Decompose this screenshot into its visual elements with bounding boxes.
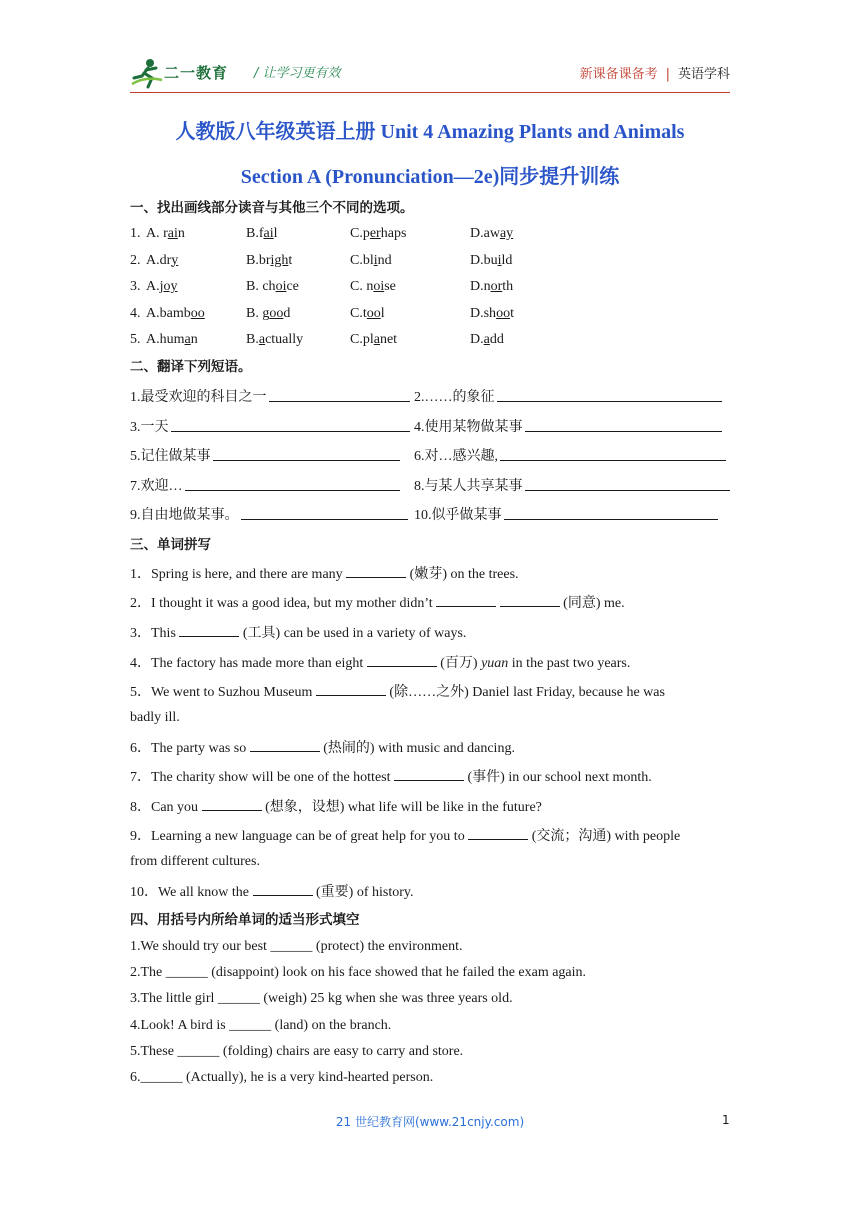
spelling-text: 9．Learning a new language can be of great help for you to <box>130 829 469 844</box>
option-text: B. <box>246 332 259 347</box>
spelling-text: 7．The charity show will be one of the hottest <box>130 770 394 785</box>
answer-blank <box>500 594 560 607</box>
option-a <box>146 332 198 348</box>
spelling-item <box>130 881 413 901</box>
word-form-item: 5.These ______ (folding) chairs are easy to carry and store. <box>130 1043 464 1059</box>
answer-blank <box>179 624 239 637</box>
option-text: haps <box>380 226 407 241</box>
spelling-item <box>130 737 515 757</box>
option-text: D.n <box>470 279 491 294</box>
phrase-item <box>414 386 495 406</box>
underlined-letters: oo <box>190 305 205 321</box>
option-text: l <box>380 305 385 321</box>
option-b <box>246 253 292 269</box>
option-c <box>350 253 392 269</box>
underlined-letters: oo <box>269 305 284 321</box>
spelling-hint: (重要) of history. <box>312 885 414 900</box>
option-text: B.br <box>246 252 271 268</box>
question-number: 2. <box>130 252 141 268</box>
option-d <box>470 306 514 322</box>
option-a <box>146 306 205 322</box>
option-text: d <box>283 305 291 321</box>
spelling-item <box>130 681 665 701</box>
option-text: n <box>177 226 185 241</box>
underlined-letters: oy <box>163 279 178 294</box>
spelling-text: 8．Can you <box>130 800 202 815</box>
option-text: l <box>273 226 278 241</box>
option-text: D.bu <box>470 252 498 268</box>
option-b <box>246 226 278 242</box>
spelling-text: 5．We went to Suzhou Museum <box>130 685 316 700</box>
answer-blank <box>468 827 528 840</box>
answer-blank <box>436 594 496 607</box>
underlined-letters: i <box>373 252 378 268</box>
phrase-item <box>130 416 169 436</box>
answer-line <box>241 507 408 520</box>
phrase-item <box>414 445 498 465</box>
underlined-letters: igh <box>270 252 289 268</box>
spelling-item <box>130 766 652 786</box>
spelling-hint: (同意) me. <box>559 596 625 611</box>
answer-blank <box>394 768 464 781</box>
answer-line <box>525 478 730 491</box>
word-form-item: 6.______ (Actually), he is a very kind-hearted person. <box>130 1070 434 1085</box>
page-header <box>130 56 730 92</box>
answer-blank <box>250 739 320 752</box>
option-text: nd <box>377 252 392 268</box>
option-text: B. g <box>246 305 270 321</box>
underlined-letters: oi <box>373 279 385 294</box>
spelling-text: 3．This <box>130 626 180 641</box>
option-text: D.aw <box>470 226 500 241</box>
section-heading-2: 二、翻译下列短语。 <box>130 359 252 375</box>
question-number: 1. <box>130 226 141 241</box>
option-a <box>146 253 178 269</box>
underlined-letters: a <box>184 332 191 347</box>
logo-text: 二一教育 <box>164 64 229 82</box>
option-text: ce <box>286 279 299 294</box>
option-text: C.pl <box>350 332 374 347</box>
answer-line <box>213 448 400 461</box>
option-text: A.j <box>146 279 164 294</box>
underlined-letters: i <box>497 252 502 268</box>
option-b <box>246 332 303 348</box>
underlined-letters: er <box>369 226 381 241</box>
underlined-letters: oi <box>275 279 287 294</box>
underlined-letters: y <box>171 252 179 268</box>
option-text: th <box>502 279 514 294</box>
question-number: 3. <box>130 279 141 294</box>
phrase-item <box>414 416 523 436</box>
answer-line <box>185 478 400 491</box>
page-subtitle: Section A (Pronunciation—2e)同步提升训练 <box>240 166 620 188</box>
phrase-text: 9.自由地做某事。 <box>130 508 239 523</box>
option-text: D. <box>470 332 484 347</box>
header-tag: 新课备课备考 <box>579 67 658 82</box>
phrase-text: 4.使用某物做某事 <box>414 419 523 435</box>
underlined-letters: a <box>258 332 266 347</box>
phrase-text: 10.似乎做某事 <box>414 508 502 523</box>
option-text: A.bamb <box>146 305 191 321</box>
phrase-text: 3.一天 <box>130 419 169 435</box>
underlined-letters: or <box>490 279 503 294</box>
word-form-item: 1.We should try our best ______ (protect) the environment. <box>130 939 463 954</box>
section-heading-3: 三、单词拼写 <box>130 537 211 553</box>
underlined-letters: ai <box>167 226 178 241</box>
option-text: A.hum <box>146 332 185 347</box>
phrase-text: 8.与某人共享某事 <box>414 478 523 494</box>
option-text: dd <box>489 332 504 347</box>
answer-line <box>171 419 410 432</box>
spelling-item-5-cont: badly ill. <box>130 710 180 725</box>
answer-line <box>497 389 722 402</box>
logo <box>130 56 240 90</box>
page-number: 1 <box>722 1113 730 1127</box>
option-c <box>350 279 396 295</box>
spelling-hint: (想象，设想) what life will be like in the future? <box>261 800 542 815</box>
page-title: 人教版八年级英语上册 Unit 4 Amazing Plants and Animals <box>175 121 685 143</box>
answer-blank <box>316 683 386 696</box>
spelling-item <box>130 563 519 583</box>
underlined-letters: ay <box>499 226 514 241</box>
option-text: C.p <box>350 226 370 241</box>
option-c <box>350 226 406 242</box>
spelling-item <box>130 825 680 845</box>
spelling-item-9-cont: from different cultures. <box>130 854 260 869</box>
header-separator: | <box>665 67 670 82</box>
phrase-text: 7.欢迎… <box>130 478 183 494</box>
underlined-letters: oo <box>496 305 511 321</box>
phrase-text: 2.……的象征 <box>414 390 495 405</box>
word-form-item: 2.The ______ (disappoint) look on his face showed that he failed the exam again. <box>130 965 587 981</box>
option-a <box>146 279 178 295</box>
phrase-item <box>130 386 267 406</box>
answer-line <box>500 448 726 461</box>
underlined-letters: ai <box>263 226 274 241</box>
option-a <box>146 226 185 242</box>
word-form-item: 4.Look! A bird is ______ (land) on the branch. <box>130 1017 392 1033</box>
section-heading-1: 一、找出画线部分读音与其他三个不同的选项。 <box>130 200 414 216</box>
word-form-item: 3.The little girl ______ (weigh) 25 kg when she was three years old. <box>130 991 513 1007</box>
question-number: 4. <box>130 305 141 321</box>
option-text: B.f <box>246 226 264 241</box>
option-b <box>246 306 290 322</box>
option-d <box>470 253 512 269</box>
spelling-item <box>130 652 630 672</box>
answer-line <box>525 419 722 432</box>
underlined-letters: a <box>483 332 490 347</box>
phrase-item <box>414 475 523 495</box>
option-text: C.t <box>350 305 367 321</box>
option-text: ld <box>501 252 513 268</box>
option-text: B. ch <box>246 279 276 294</box>
spelling-text: 10．We all know the <box>130 885 253 900</box>
option-text: se <box>384 279 396 294</box>
answer-blank <box>346 565 406 578</box>
option-b <box>246 279 299 295</box>
header-subject: 英语学科 <box>677 67 730 82</box>
phrase-item <box>130 504 239 524</box>
footer-source: 21 世纪教育网(www.21cnjy.com) <box>335 1115 525 1129</box>
answer-blank <box>202 798 262 811</box>
phrase-text: 5.记住做某事 <box>130 449 211 464</box>
option-text: C. n <box>350 279 374 294</box>
spelling-hint: (热闹的) with music and dancing. <box>319 741 515 756</box>
underlined-letters: a <box>373 332 380 347</box>
spelling-hint: (百万) <box>436 656 482 671</box>
answer-line <box>504 507 718 520</box>
spelling-item <box>130 622 466 642</box>
header-right <box>580 63 730 82</box>
header-divider <box>130 92 730 93</box>
spelling-text: 6．The party was so <box>130 741 250 756</box>
option-text: C.bl <box>350 252 374 268</box>
phrase-text: 1.最受欢迎的科目之一 <box>130 390 267 405</box>
spelling-hint: (嫩芽) on the trees. <box>406 567 519 582</box>
spelling-hint: (除……之外) Daniel last Friday, because he was <box>385 685 665 700</box>
option-text: n <box>190 332 198 347</box>
option-d <box>470 279 513 295</box>
spelling-hint: (交流；沟通) with people <box>528 829 681 844</box>
phrase-item <box>414 504 502 524</box>
question-number: 5. <box>130 332 141 347</box>
option-text: t <box>510 305 514 321</box>
option-c <box>350 332 397 348</box>
spelling-hint: (事件) in our school next month. <box>464 770 652 785</box>
spelling-text: 4．The factory has made more than eight <box>130 656 367 671</box>
spelling-text: in the past two years. <box>508 656 631 671</box>
option-text: A.dr <box>146 252 172 268</box>
option-text: A. r <box>146 226 168 241</box>
underlined-letters: oo <box>366 305 381 321</box>
answer-blank <box>253 883 313 896</box>
spelling-hint: (工具) can be used in a variety of ways. <box>239 626 467 641</box>
answer-line <box>269 389 410 402</box>
answer-blank <box>367 654 437 667</box>
option-text: net <box>379 332 398 347</box>
section-heading-4: 四、用括号内所给单词的适当形式填空 <box>130 912 360 928</box>
spelling-text: 1．Spring is here, and there are many <box>130 567 347 582</box>
slogan: / 让学习更有效 <box>254 66 341 81</box>
option-d <box>470 226 513 242</box>
option-text: ctually <box>265 332 304 347</box>
spelling-item <box>130 592 625 612</box>
phrase-text: 6.对…感兴趣, <box>414 449 498 464</box>
runner-logo-icon <box>130 56 164 90</box>
option-c <box>350 306 385 322</box>
spelling-item <box>130 796 542 816</box>
phrase-item <box>130 475 183 495</box>
spelling-text: 2．I thought it was a good idea, but my mother didn’t <box>130 596 437 611</box>
option-text: D.sh <box>470 305 497 321</box>
phrase-item <box>130 445 211 465</box>
option-text: t <box>288 252 293 268</box>
option-d <box>470 332 504 348</box>
spelling-italic: yuan <box>481 656 509 671</box>
